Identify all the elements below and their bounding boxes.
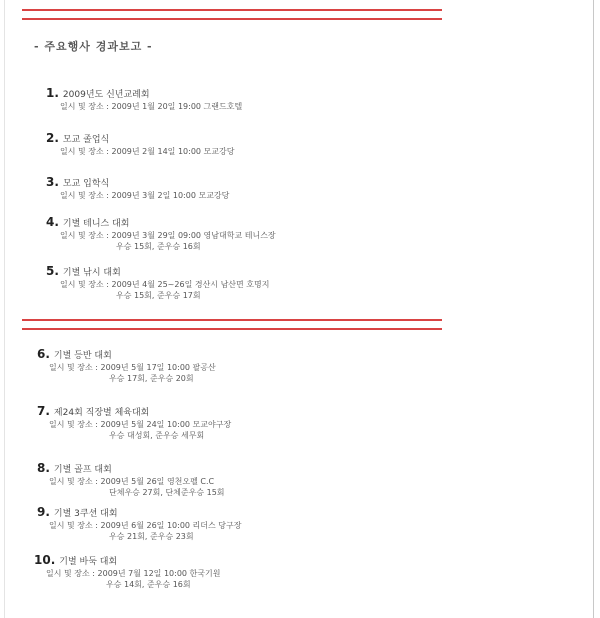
event-title: 기별 3쿠션 대회 bbox=[53, 509, 118, 519]
event-item bbox=[46, 176, 229, 201]
event-title: 모교 졸업식 bbox=[62, 135, 110, 145]
event-item bbox=[46, 132, 234, 157]
event-result: 우승 15회, 준우승 17회 bbox=[116, 291, 201, 300]
event-number: 9. bbox=[37, 505, 50, 519]
right-frame-border bbox=[593, 0, 594, 618]
event-title: 기별 낚시 대회 bbox=[62, 268, 121, 278]
section-heading: - 주요행사 경과보고 - bbox=[34, 40, 153, 53]
middle-divider-upper bbox=[22, 319, 442, 321]
event-detail-label: 일시 및 장소 : bbox=[60, 191, 109, 200]
event-detail-label: 일시 및 장소 : bbox=[49, 521, 98, 530]
event-item bbox=[37, 405, 231, 441]
event-item bbox=[37, 462, 225, 498]
event-number: 5. bbox=[46, 264, 59, 278]
top-divider-lower bbox=[22, 18, 442, 20]
event-detail: 2009년 4월 25~26일 경산시 남산면 호명지 bbox=[111, 280, 270, 289]
event-result: 우승 17회, 준우승 20회 bbox=[109, 374, 194, 383]
event-detail: 2009년 5월 26일 영천오펠 C.C bbox=[100, 477, 215, 486]
event-result: 우승 21회, 준우승 23회 bbox=[109, 532, 194, 541]
event-title: 2009년도 신년교례회 bbox=[62, 90, 150, 100]
event-result: 우승 15회, 준우승 16회 bbox=[116, 242, 201, 251]
event-detail: 2009년 6월 26일 10:00 리더스 당구장 bbox=[100, 521, 242, 530]
event-detail-label: 일시 및 장소 : bbox=[49, 363, 98, 372]
event-detail: 2009년 3월 29일 09:00 영남대학교 테니스장 bbox=[111, 231, 276, 240]
event-number: 10. bbox=[34, 553, 56, 567]
event-title: 기별 바둑 대회 bbox=[59, 557, 118, 567]
event-detail-label: 일시 및 장소 : bbox=[49, 477, 98, 486]
event-detail: 2009년 5월 17일 10:00 팔공산 bbox=[100, 363, 216, 372]
event-detail: 2009년 7월 12일 10:00 한국기원 bbox=[97, 569, 221, 578]
event-item bbox=[46, 265, 269, 301]
event-item bbox=[46, 87, 242, 112]
event-detail-label: 일시 및 장소 : bbox=[46, 569, 95, 578]
event-item bbox=[46, 216, 276, 252]
event-result: 단체우승 27회, 단체준우승 15회 bbox=[109, 488, 225, 497]
event-title: 제24회 직장별 체육대회 bbox=[53, 408, 150, 418]
event-title: 기별 골프 대회 bbox=[53, 465, 112, 475]
event-number: 3. bbox=[46, 175, 59, 189]
event-title: 모교 입학식 bbox=[62, 179, 110, 189]
event-detail: 2009년 5월 24일 10:00 모교야구장 bbox=[100, 420, 232, 429]
event-detail-label: 일시 및 장소 : bbox=[49, 420, 98, 429]
left-frame-border bbox=[4, 0, 5, 618]
event-result: 우승 14회, 준우승 16회 bbox=[106, 580, 191, 589]
event-item bbox=[37, 348, 216, 384]
middle-divider-lower bbox=[22, 328, 442, 330]
event-detail-label: 일시 및 장소 : bbox=[60, 102, 109, 111]
event-number: 2. bbox=[46, 131, 59, 145]
event-detail-label: 일시 및 장소 : bbox=[60, 147, 109, 156]
event-number: 4. bbox=[46, 215, 59, 229]
event-title: 기별 등반 대회 bbox=[53, 351, 112, 361]
event-result: 우승 대성회, 준우승 세무회 bbox=[109, 431, 205, 440]
event-detail: 2009년 1월 20일 19:00 그랜드호텔 bbox=[111, 102, 243, 111]
event-item bbox=[37, 506, 241, 542]
event-detail: 2009년 2월 14일 10:00 모교강당 bbox=[111, 147, 235, 156]
event-number: 7. bbox=[37, 404, 50, 418]
event-number: 6. bbox=[37, 347, 50, 361]
event-detail-label: 일시 및 장소 : bbox=[60, 280, 109, 289]
event-number: 1. bbox=[46, 86, 59, 100]
event-item bbox=[34, 554, 220, 590]
event-detail: 2009년 3월 2일 10:00 모교강당 bbox=[111, 191, 230, 200]
event-number: 8. bbox=[37, 461, 50, 475]
event-detail-label: 일시 및 장소 : bbox=[60, 231, 109, 240]
top-divider-upper bbox=[22, 9, 442, 11]
event-title: 기별 테니스 대회 bbox=[62, 219, 130, 229]
